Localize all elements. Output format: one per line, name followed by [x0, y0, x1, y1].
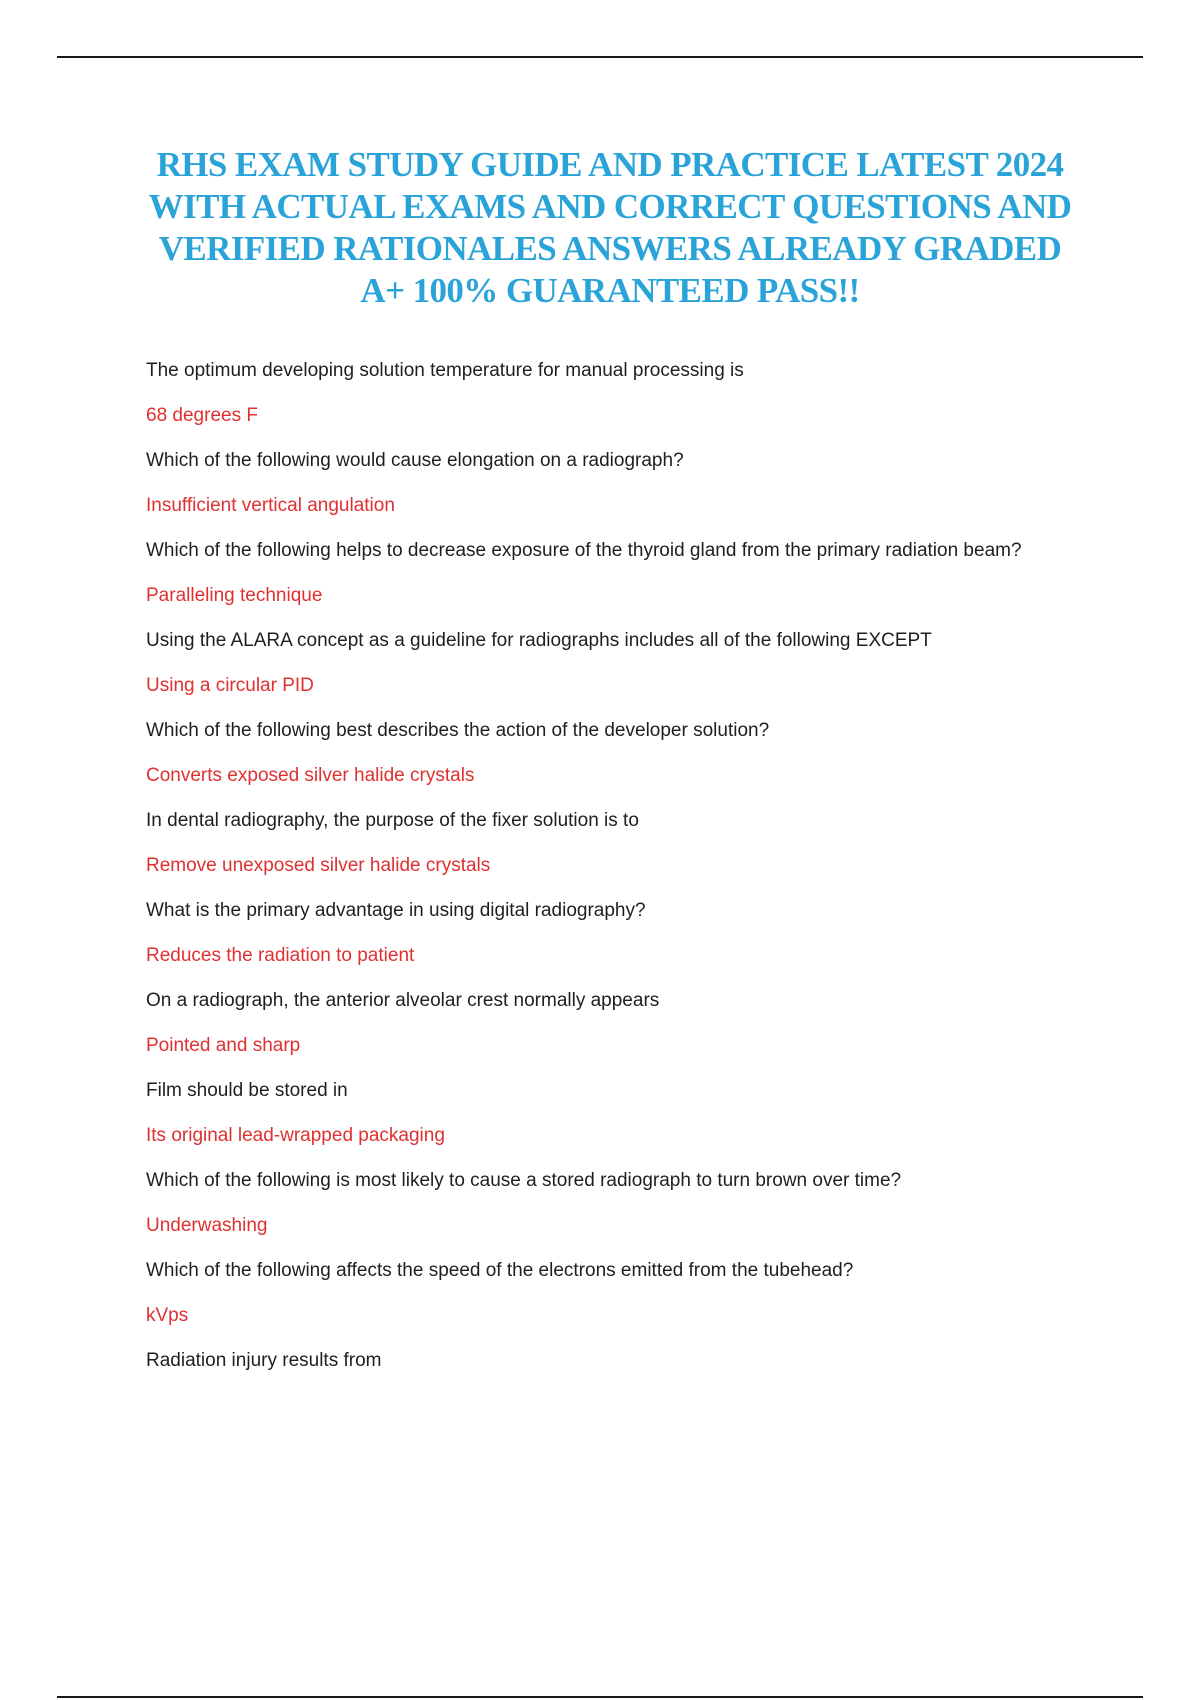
answer-text: Reduces the radiation to patient	[146, 945, 415, 966]
qa-item	[146, 446, 1066, 521]
question-text: Which of the following affects the speed of the electrons emitted from the tubehead?	[146, 1260, 854, 1281]
top-rule	[57, 56, 1143, 58]
document-title	[130, 144, 1090, 312]
qa-item	[146, 1166, 1066, 1241]
qa-item	[146, 1256, 1066, 1331]
qa-item	[146, 716, 1066, 791]
answer-text: Pointed and sharp	[146, 1035, 301, 1056]
answer-text: Insufficient vertical angulation	[146, 495, 395, 516]
answer-text: Using a circular PID	[146, 675, 314, 696]
qa-item	[146, 536, 1066, 611]
question-text: Which of the following would cause elongation on a radiograph?	[146, 450, 684, 471]
qa-item	[146, 896, 1066, 971]
question-text: Which of the following helps to decrease exposure of the thyroid gland from the primary radiation beam?	[146, 540, 1022, 561]
qa-item	[146, 626, 1066, 701]
bottom-rule	[57, 1696, 1143, 1698]
answer-text: Its original lead-wrapped packaging	[146, 1125, 445, 1146]
question-text: Which of the following is most likely to cause a stored radiograph to turn brown over time?	[146, 1170, 902, 1191]
answer-text: Remove unexposed silver halide crystals	[146, 855, 491, 876]
question-text: What is the primary advantage in using digital radiography?	[146, 900, 646, 921]
question-text: Using the ALARA concept as a guideline for radiographs includes all of the following EXCEPT	[146, 630, 932, 651]
question-text: The optimum developing solution temperature for manual processing is	[146, 360, 744, 381]
answer-text: Underwashing	[146, 1215, 268, 1236]
question-text: Radiation injury results from	[146, 1350, 382, 1371]
answer-text: 68 degrees F	[146, 405, 258, 426]
title-line: RHS EXAM STUDY GUIDE AND PRACTICE LATEST 2024	[156, 145, 1064, 184]
qa-item	[146, 986, 1066, 1061]
title-line: A+ 100% GUARANTEED PASS!!	[360, 271, 860, 310]
question-text: In dental radiography, the purpose of the fixer solution is to	[146, 810, 639, 831]
question-text: Which of the following best describes the action of the developer solution?	[146, 720, 770, 741]
answer-text: kVps	[146, 1305, 189, 1326]
answer-text: Converts exposed silver halide crystals	[146, 765, 475, 786]
answer-text: Paralleling technique	[146, 585, 323, 606]
question-text: Film should be stored in	[146, 1080, 348, 1101]
qa-list	[146, 356, 1066, 1391]
qa-item	[146, 1076, 1066, 1151]
title-line: WITH ACTUAL EXAMS AND CORRECT QUESTIONS AND	[148, 187, 1072, 226]
qa-item	[146, 356, 1066, 431]
qa-item	[146, 1346, 1066, 1376]
question-text: On a radiograph, the anterior alveolar crest normally appears	[146, 990, 660, 1011]
qa-item	[146, 806, 1066, 881]
title-line: VERIFIED RATIONALES ANSWERS ALREADY GRADED	[158, 229, 1062, 268]
